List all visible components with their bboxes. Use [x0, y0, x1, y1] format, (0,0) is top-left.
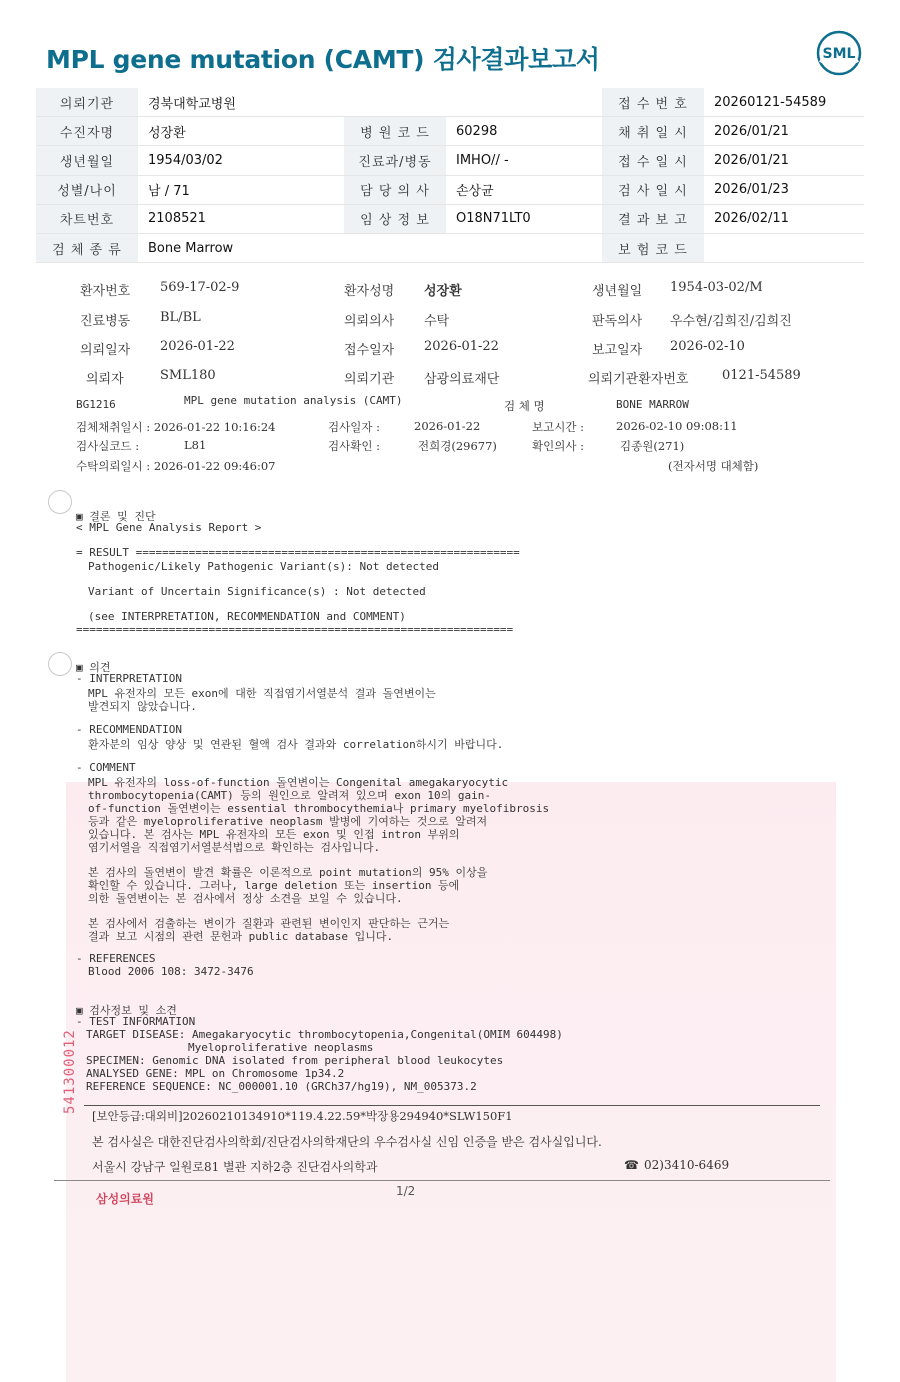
info-value: 우수현/김희진/김희진	[670, 314, 792, 329]
header-value: 2026/01/23	[704, 175, 864, 204]
header-value: 1954/03/02	[138, 146, 344, 175]
phone-icon: ☎	[624, 1158, 639, 1172]
header-label: 차트번호	[36, 204, 138, 233]
header-value: 성장환	[138, 117, 344, 146]
header-label: 접 수 번 호	[602, 88, 704, 117]
scanned-report	[0, 262, 900, 1271]
info-label: 환자성명	[344, 284, 395, 299]
info-label: 의뢰자	[86, 372, 124, 387]
header-value: 2026/01/21	[704, 117, 864, 146]
comment-text: 본 검사에서 검출하는 변이가 질환과 관련된 변이인지 판단하는 근거는	[88, 917, 450, 930]
report-subtitle: < MPL Gene Analysis Report >	[76, 521, 262, 534]
header-value: 남 / 71	[138, 175, 344, 204]
section-conclusion: ▣ 결론 및 진단	[76, 510, 156, 523]
punch-hole	[48, 490, 72, 514]
comment-text: of-function 돌연변이는 essential thrombocythemia나 primary myelofibrosis	[88, 802, 550, 815]
header-label: 수진자명	[36, 117, 138, 146]
header-label: 검 체 종 류	[36, 233, 138, 262]
info-value: SML180	[160, 368, 216, 383]
patient-header-table	[36, 88, 864, 263]
header-label: 진료과/병동	[344, 146, 446, 175]
header-row	[36, 146, 864, 175]
security-line: [보안등급:대외비]20260210134910*119.4.22.59*박장용294940*SLW150F1	[92, 1109, 513, 1123]
test-date-value: 2026-01-22	[414, 419, 481, 433]
header-value: 2026/01/21	[704, 146, 864, 175]
header-label: 성별/나이	[36, 175, 138, 204]
comment-text: 결과 보고 시점의 관련 문헌과 public database 입니다.	[88, 930, 394, 943]
info-value: 2026-01-22	[424, 339, 499, 354]
header-value	[446, 88, 602, 117]
info-value: 2026-01-22	[160, 339, 235, 354]
hospital-name: 삼성의료원	[96, 1192, 154, 1206]
info-label: 의뢰일자	[80, 343, 131, 358]
recommendation-heading: - RECOMMENDATION	[76, 723, 182, 736]
vus-result: Variant of Uncertain Significance(s) : Not detected	[88, 585, 426, 598]
header-label: 결 과 보 고	[602, 204, 704, 233]
header-value: 20260121-54589	[704, 88, 864, 117]
info-label: 환자번호	[80, 284, 131, 299]
confirm-doctor-label: 확인의사 :	[532, 439, 584, 453]
recommendation-text: 환자분의 임상 양상 및 연관된 혈액 검사 결과와 correlation하시기 바랍니다.	[88, 738, 504, 751]
sml-logo	[816, 30, 862, 76]
info-label: 보고일자	[592, 343, 643, 358]
interpretation-text: 발견되지 않았습니다.	[88, 700, 197, 713]
comment-text: 본 검사의 돌연변이 발견 확률은 이론적으로 point mutation의 95% 이상을	[88, 866, 488, 879]
section-opinion: ▣ 의견	[76, 661, 111, 674]
verified-by-label: 검사확인 :	[328, 439, 380, 453]
confirm-doctor-value: 김종원(271)	[620, 439, 685, 453]
header-row	[36, 175, 864, 204]
header-label: 임 상 정 보	[344, 204, 446, 233]
result-separator: = RESULT ==========================================================	[76, 546, 520, 559]
header-label: 생년월일	[36, 146, 138, 175]
test-date-label: 검사일자 :	[328, 420, 380, 434]
page-number: 1/2	[396, 1184, 416, 1198]
comment-text: MPL 유전자의 loss-of-function 돌연변이는 Congenital amegakaryocytic	[88, 776, 509, 789]
header-label	[344, 88, 446, 117]
section-test-info: ▣ 검사정보 및 소견	[76, 1004, 177, 1017]
info-label: 접수일자	[344, 343, 395, 358]
footer-divider	[84, 1105, 820, 1106]
certification-text: 본 검사실은 대한진단검사의학회/진단검사의학재단의 우수검사실 신임 인증을 받은 검사실입니다.	[92, 1135, 602, 1149]
comment-text: thrombocytopenia(CAMT) 등의 원인으로 알려져 있으며 exon 10의 gain-	[88, 789, 492, 802]
end-separator: ==================================================================	[76, 623, 514, 636]
header-label: 병 원 코 드	[344, 117, 446, 146]
target-disease: TARGET DISEASE: Amegakaryocytic thrombocytopenia,Congenital(OMIM 604498)	[86, 1028, 563, 1041]
interpretation-heading: - INTERPRETATION	[76, 672, 182, 685]
specimen-info: SPECIMEN: Genomic DNA isolated from peripheral blood leukocytes	[86, 1054, 504, 1067]
header-value: 경북대학교병원	[138, 88, 344, 117]
header-label: 담 당 의 사	[344, 175, 446, 204]
comment-text: 의한 돌연변이는 본 검사에서 정상 소견을 보일 수 있습니다.	[88, 892, 403, 905]
lab-address: 서울시 강남구 일원로81 별관 지하2층 진단검사의학과	[92, 1160, 378, 1174]
info-value: 1954-03-02/M	[670, 280, 763, 295]
comment-text: 염기서열을 직접염기서열분석법으로 확인하는 검사입니다.	[88, 841, 381, 854]
report-title: MPL gene mutation (CAMT) 검사결과보고서	[46, 45, 600, 74]
info-label: 의뢰의사	[344, 314, 395, 329]
target-disease-2: Myeloproliferative neoplasms	[188, 1041, 374, 1054]
header-value: 60298	[446, 117, 602, 146]
header-label: 검 사 일 시	[602, 175, 704, 204]
e-signature-note: (전자서명 대체함)	[668, 459, 759, 473]
references-heading: - REFERENCES	[76, 952, 156, 965]
info-label: 의뢰기관	[344, 372, 395, 387]
specimen-label: 검 체 명	[504, 399, 545, 413]
header-row	[36, 204, 864, 233]
specimen-value: BONE MARROW	[616, 398, 689, 411]
phone-number: 02)3410-6469	[644, 1158, 730, 1172]
reference-sequence: REFERENCE SEQUENCE: NC_000001.10 (GRCh37/hg19), NM_005373.2	[86, 1080, 477, 1093]
comment-heading: - COMMENT	[76, 761, 136, 774]
header-value	[446, 233, 602, 262]
info-value: 0121-54589	[722, 368, 801, 383]
collection-datetime: 검체채취일시 : 2026-01-22 10:16:24	[76, 420, 276, 434]
reference-item: Blood 2006 108: 3472-3476	[88, 965, 254, 978]
info-value: 삼광의료재단	[424, 372, 500, 387]
header-value	[704, 233, 864, 262]
info-label: 판독의사	[592, 314, 643, 329]
vertical-stamp-number: 541300012	[62, 1029, 78, 1114]
info-value: 수탁	[424, 314, 450, 329]
info-value: BL/BL	[160, 310, 201, 325]
header-value: IMHO// -	[446, 146, 602, 175]
bottom-divider	[54, 1180, 830, 1181]
header-label: 접 수 일 시	[602, 146, 704, 175]
header-value: Bone Marrow	[138, 233, 344, 262]
header-row	[36, 233, 864, 262]
header-row	[36, 88, 864, 117]
header-label: 채 취 일 시	[602, 117, 704, 146]
test-code: BG1216	[76, 398, 116, 411]
info-label: 진료병동	[80, 314, 131, 329]
consignment-datetime: 수탁의뢰일시 : 2026-01-22 09:46:07	[76, 459, 276, 473]
info-value: 569-17-02-9	[160, 280, 240, 295]
header-value: 손상균	[446, 175, 602, 204]
see-note: (see INTERPRETATION, RECOMMENDATION and COMMENT)	[88, 610, 406, 623]
header-value: O18N71LT0	[446, 204, 602, 233]
pathogenic-result: Pathogenic/Likely Pathogenic Variant(s): Not detected	[88, 560, 439, 573]
comment-text: 있습니다. 본 검사는 MPL 유전자의 모든 exon 및 인접 intron 부위의	[88, 828, 460, 841]
test-info-heading: - TEST INFORMATION	[76, 1015, 196, 1028]
header-value: 2026/02/11	[704, 204, 864, 233]
header-label: 의뢰기관	[36, 88, 138, 117]
info-label: 생년월일	[592, 284, 643, 299]
header-label: 보 험 코 드	[602, 233, 704, 262]
svg-text:SML: SML	[822, 46, 856, 62]
header-value: 2108521	[138, 204, 344, 233]
report-time-value: 2026-02-10 09:08:11	[616, 419, 738, 433]
info-label: 의뢰기관환자번호	[588, 372, 689, 387]
test-name: MPL gene mutation analysis (CAMT)	[184, 394, 403, 407]
comment-text: 확인할 수 있습니다. 그러나, large deletion 또는 insertion 등에	[88, 879, 460, 892]
header-label	[344, 233, 446, 262]
info-value: 성장환	[424, 284, 462, 299]
comment-text: 등과 같은 myeloproliferative neoplasm 발병에 기여하는 것으로 알려져	[88, 815, 488, 828]
interpretation-text: MPL 유전자의 모든 exon에 대한 직접염기서열분석 결과 돌연변이는	[88, 687, 436, 700]
analysed-gene: ANALYSED GENE: MPL on Chromosome 1p34.2	[86, 1067, 345, 1080]
punch-hole	[48, 652, 72, 676]
header-row	[36, 117, 864, 146]
info-value: 2026-02-10	[670, 339, 745, 354]
report-time-label: 보고시간 :	[532, 420, 584, 434]
verified-by-value: 전희경(29677)	[418, 439, 497, 453]
lab-code-value: L81	[184, 438, 207, 452]
lab-code-label: 검사실코드 :	[76, 439, 140, 453]
